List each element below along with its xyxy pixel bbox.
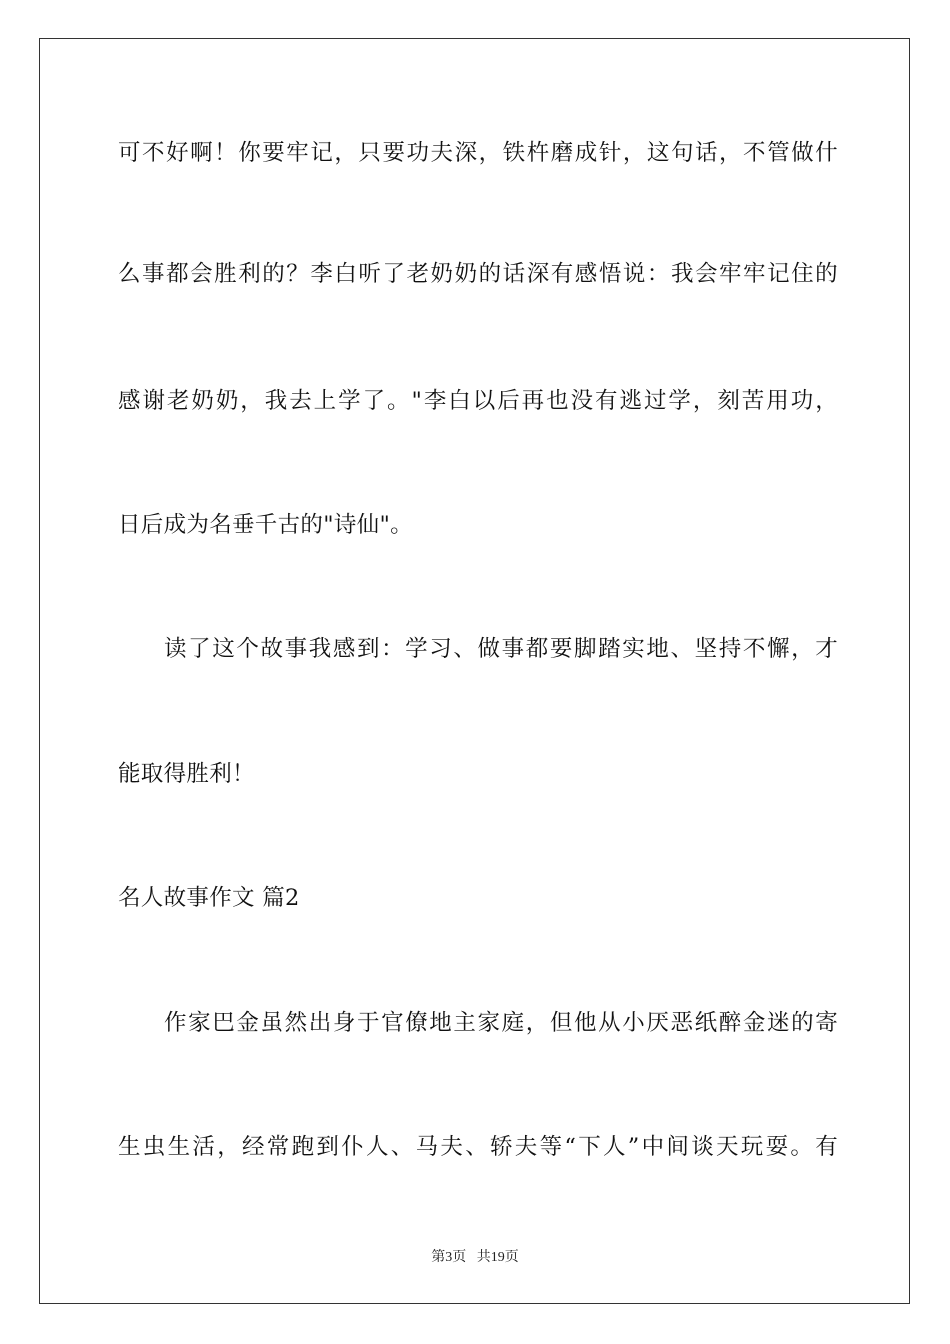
paragraph-line: 能取得胜利！ — [118, 761, 255, 787]
page-footer — [0, 1246, 950, 1266]
paragraph-line: 生虫生活，经常跑到仆人、马夫、轿夫等“下人”中间谈天玩耍。有 — [118, 1134, 838, 1160]
paragraph-line: 可不好啊！你要牢记，只要功夫深，铁杵磨成针，这句话，不管做什 — [118, 140, 838, 166]
page-number-label: 第3页 共19页 — [431, 1250, 519, 1265]
paragraph-line: 读了这个故事我感到：学习、做事都要脚踏实地、坚持不懈，才 — [164, 636, 838, 662]
paragraph-line: 作家巴金虽然出身于官僚地主家庭，但他从小厌恶纸醉金迷的寄 — [164, 1010, 838, 1036]
paragraph-line: 日后成为名垂千古的"诗仙"。 — [118, 512, 413, 538]
section-heading: 名人故事作文 篇2 — [118, 885, 300, 911]
paragraph-line: 感谢老奶奶，我去上学了。"李白以后再也没有逃过学，刻苦用功， — [118, 388, 838, 414]
paragraph-line: 么事都会胜利的？李白听了老奶奶的话深有感悟说：我会牢牢记住的 — [118, 261, 838, 287]
page-border — [39, 38, 910, 1304]
